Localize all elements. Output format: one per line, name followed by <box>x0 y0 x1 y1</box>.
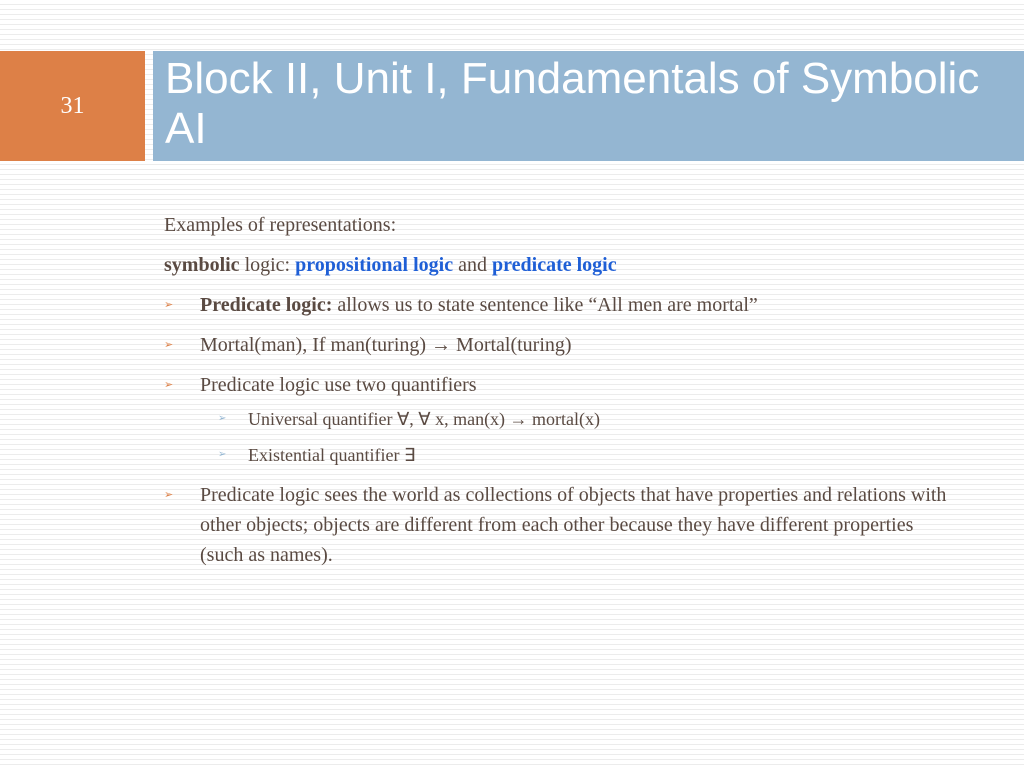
bullet-item <box>164 370 954 400</box>
slide-number <box>0 51 145 161</box>
sub-bullet-text: Existential quantifier ∃ <box>248 445 416 465</box>
bullet-item <box>164 290 954 320</box>
arrow-bullet-icon: ➢ <box>164 339 174 351</box>
symbolic-term: symbolic <box>164 254 240 276</box>
predicate-logic-term: predicate logic <box>492 254 617 276</box>
intro-line: Examples of representations: <box>164 214 397 236</box>
arrow-bullet-icon: ➢ <box>164 299 174 311</box>
bullet-item <box>164 330 954 360</box>
symbolic-line <box>164 250 954 280</box>
bullet-bold-text: Predicate logic: <box>200 294 333 316</box>
propositional-logic-term: propositional logic <box>295 254 454 276</box>
logic-label: logic: <box>239 254 296 276</box>
slide-content <box>164 210 954 580</box>
and-label: and <box>453 254 492 276</box>
title-bar <box>153 51 1024 161</box>
slide-number-text: 31 <box>60 92 85 119</box>
arrow-bullet-icon: ➢ <box>218 413 227 424</box>
sub-bullet-item <box>164 440 954 470</box>
bullet-text: Mortal(man), If man(turing) → Mortal(turing) <box>200 334 572 356</box>
sub-bullet-item <box>164 404 954 434</box>
arrow-bullet-icon: ➢ <box>164 489 174 501</box>
bullet-text: allows us to state sentence like “All men are mortal” <box>332 294 758 316</box>
sub-bullet-text: Universal quantifier ∀, ∀ x, man(x) → mortal(x) <box>248 409 601 429</box>
slide-title: Block II, Unit I, Fundamentals of Symbolic AI <box>165 54 980 153</box>
arrow-bullet-icon: ➢ <box>218 449 227 460</box>
bullet-item <box>164 480 954 570</box>
arrow-bullet-icon: ➢ <box>164 379 174 391</box>
bullet-text: Predicate logic use two quantifiers <box>200 374 477 396</box>
bullet-text: Predicate logic sees the world as collections of objects that have properties and relations with other objects; objects are different from each other because they have different properties (such as names). <box>200 484 947 566</box>
